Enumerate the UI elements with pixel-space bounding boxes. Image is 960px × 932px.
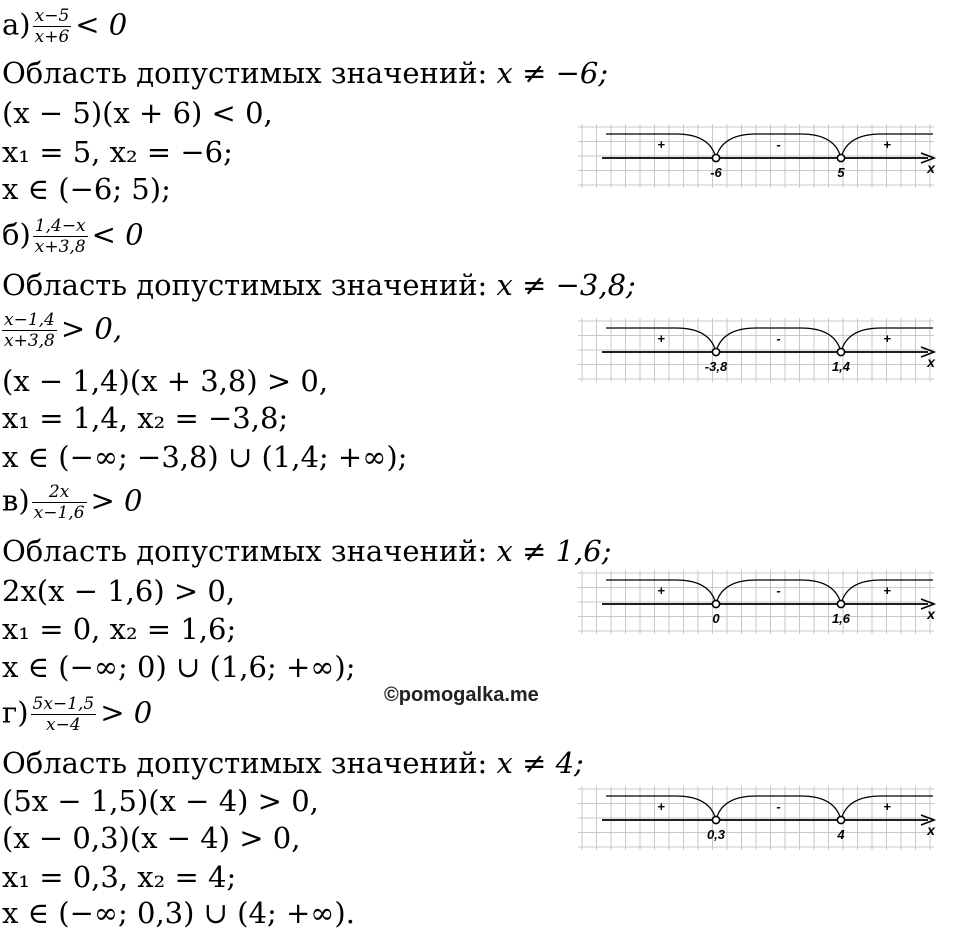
point-label: 4 (837, 827, 845, 842)
number-line-svg (578, 318, 940, 384)
relation: < 0 (91, 217, 144, 252)
axis-label: x (927, 822, 935, 838)
problem-c-header (2, 482, 142, 523)
open-point (837, 816, 844, 823)
interval-sign: + (883, 583, 891, 598)
number-line-svg (578, 124, 940, 190)
math-line: 2x(x − 1,6) > 0, (2, 574, 236, 608)
domain-line: Область допустимых значений: x ≠ −3,8; (2, 268, 636, 302)
math-line: (5x − 1,5)(x − 4) > 0, (2, 784, 319, 818)
problem-fraction: $\frac{x-5}{x+6}$ (34, 6, 70, 47)
math-line: (x − 0,3)(x − 4) > 0, (2, 821, 301, 855)
point-label: 1,6 (831, 611, 851, 626)
math-line: (x − 5)(x + 6) < 0, (2, 96, 273, 130)
watermark: ©pomogalka.me (384, 684, 539, 706)
interval-sign: + (657, 583, 665, 598)
answer-line: x ∈ (−∞; 0) ∪ (1,6; +∞); (2, 650, 356, 684)
problem-label: г) (2, 695, 29, 730)
answer-line: x ∈ (−∞; 0,3) ∪ (4; +∞). (2, 896, 355, 930)
point-label: -3,8 (704, 359, 728, 374)
problem-a-header (2, 6, 127, 47)
problem-fraction: $\frac{2x}{x-1,6}$ (33, 482, 85, 523)
number-line-svg (578, 786, 940, 852)
answer-line: x ∈ (−6; 5); (2, 172, 171, 206)
problem-label: в) (2, 483, 30, 518)
domain-line: Область допустимых значений: x ≠ −6; (2, 56, 609, 90)
math-line: x₁ = 5, x₂ = −6; (2, 135, 233, 169)
fraction-line: $\frac{x-1,4}{x+3,8}$ > 0, (4, 310, 123, 351)
open-point (837, 154, 844, 161)
point-label: 0 (712, 611, 720, 626)
point-label: 1,4 (831, 359, 851, 374)
number-line-svg (578, 570, 940, 636)
math-line: x₁ = 1,4, x₂ = −3,8; (2, 401, 289, 435)
point-label: 5 (837, 165, 845, 180)
interval-sign: + (883, 799, 891, 814)
axis-label: x (927, 354, 935, 370)
interval-sign: + (883, 137, 891, 152)
problem-label: б) (2, 217, 31, 252)
relation: > 0 (90, 483, 143, 518)
answer-line: x ∈ (−∞; −3,8) ∪ (1,4; +∞); (2, 440, 408, 474)
open-point (712, 816, 719, 823)
interval-sign: - (776, 799, 781, 814)
problem-d-header (2, 694, 152, 735)
problem-fraction: $\frac{1,4-x}{x+3,8}$ (34, 216, 86, 257)
relation: < 0 (75, 7, 128, 42)
interval-sign: + (657, 331, 665, 346)
math-line: (x − 1,4)(x + 3,8) > 0, (2, 364, 329, 398)
interval-sign: + (657, 799, 665, 814)
interval-sign: - (776, 137, 781, 152)
open-point (712, 600, 719, 607)
number-line-d (578, 786, 940, 852)
number-line-c (578, 570, 940, 636)
open-point (837, 348, 844, 355)
domain-line: Область допустимых значений: x ≠ 4; (2, 746, 584, 780)
interval-sign: - (776, 331, 781, 346)
interval-sign: + (883, 331, 891, 346)
math-line: x₁ = 0, x₂ = 1,6; (2, 612, 237, 646)
problem-label: а) (2, 7, 31, 42)
interval-sign: + (657, 137, 665, 152)
open-point (712, 154, 719, 161)
number-line-b (578, 318, 940, 384)
point-label: 0,3 (706, 827, 726, 842)
math-line: x₁ = 0,3, x₂ = 4; (2, 860, 237, 894)
axis-label: x (927, 160, 935, 176)
number-line-a (578, 124, 940, 190)
problem-b-header (2, 216, 144, 257)
problem-fraction: $\frac{5x-1,5}{x-4}$ (32, 694, 95, 735)
open-point (837, 600, 844, 607)
domain-line: Область допустимых значений: x ≠ 1,6; (2, 534, 612, 568)
open-point (712, 348, 719, 355)
interval-sign: - (776, 583, 781, 598)
relation: > 0 (100, 695, 153, 730)
point-label: -6 (710, 165, 722, 180)
axis-label: x (927, 606, 935, 622)
